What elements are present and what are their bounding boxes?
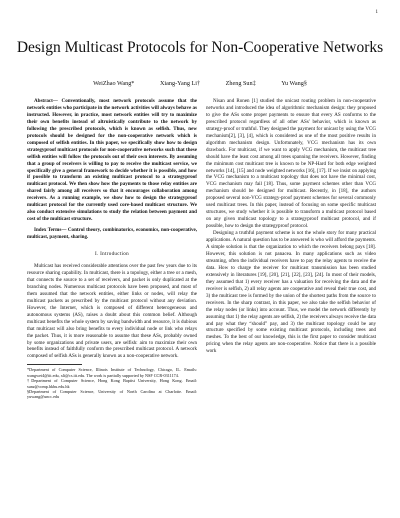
intro-paragraph: Multicast has received considerable attentions over the past few years due to its resource sharing capability. In multicast, there is a topology, either a tree or a mesh, that connects the source to a set of receivers, and packet is only duplicated at the branching nodes. Numerous multicast protocols have been proposed, and most of them assumed that the network entities, either links or nodes, will relay the multicast packets as prescribed by the multicast protocol without any deviation. However, the Internet, which is composed of different heterogeneous and autonomous systems (AS), raises a doubt about this common belief. Although multicast benefits the whole system by saving bandwidth and resource, it is dubious that multicast will also bring benefits to every individual node or link who relays the packet. Thus, it is more reasonable to assume that these ASs, probably owned by some organizations and private users, are selfish: aim to maximize their own benefits instead of faithfully conform the prescribed multicast protocol. A network composed of selfish ASs is generally known as a non-cooperative network. — [27, 263, 197, 360]
author-2: Xiang-Yang Li† — [159, 80, 201, 87]
left-column — [27, 98, 197, 400]
abstract: Abstract— Conventionally, most network protocols assume that the network entities who participate in the network activities will always behave as instructed. However, in practice, most network entities will try to maximize their own benefits instead of altruistically contribute to the network by following the prescribed protocols, which is known as selfish. Thus, new protocols should be designed for the non-cooperative network which is composed of selfish entities. In this paper, we specifically show how to design strategyproof multicast protocols for non-cooperative networks such that these selfish entities will follow the protocols out of their own interests. By assuming that a group of receivers is willing to pay to receive the multicast service, we specifically give a general framework to decide whether it is possible, and how if possible to transform an existing multicast protocol to a strategyproof multicast protocol. We then show how the payments to those relay entities are shared fairly among all receivers so that it encourages collaboration among receivers. As a running example, we show how to design the strategyproof multicast protocol for the currently used core-based multicast structure. We also conduct extensive simulations to study the relation between payment and cost of the multicast structure. — [27, 98, 197, 223]
footnote-1: *Department of Computer Science, Illinois Institute of Technology, Chicago, IL. Emails: wangwei4@iit.edu, xli@cs.iit.edu. The work is partially supported by NSF CCR-0311174. — [27, 367, 197, 378]
author-4: Yu Wang§ — [281, 80, 307, 87]
footnote-rule — [27, 364, 82, 365]
author-list — [0, 80, 400, 87]
author-3: Zheng Sun‡ — [225, 80, 256, 87]
index-terms: Index Terms— Control theory, combinatorics, economics, non-cooperative, multicast, payment, sharing. — [27, 227, 197, 241]
footnote-3: §Department of Computer Science, University of North Carolina at Charlotte. Email: yuwang@uncc.edu — [27, 388, 197, 400]
right-column — [206, 98, 376, 355]
page-number: 1 — [375, 10, 378, 15]
right-paragraph-2: Designing a truthful payment scheme is not the whole story for many practical applications. A natural question has to be answered is who will afford the payments. A simple solution is that the organization to which the receivers belong pays [18]. However, this solution is not panacea. In many applications such as video streaming, often the individual receivers have to pay the relay agents to receive the data. How to charge the receiver for multicast transmission has been studied extensively in literatures [19], [20], [21], [22], [23], [24]. In most of their models, they assumed that 1) every receiver has a valuation for receiving the data and the receiver is selfish, 2) all relay agents are cooperative and reveal their true cost, and 3) the multicast tree is formed by the union of the shortest paths from the source to receivers. In the sharp contrast, in this paper, we also take the selfish behavior of the relay nodes (or links) into account. Thus, we model the network differently by assuming that 1) the relay agents are selfish, 2) the receivers always receive the data and pay what they “should” pay, and 3) the multicast topology could be any structure specified by some existing multicast protocols, including trees and meshes. To the best of our knowledge, this is the first paper to consider multicast pricing when the relay agents are non-cooperative. Notice that there is a possible work — [206, 230, 376, 355]
section-heading: I. Introduction — [95, 251, 129, 258]
footnote-2: †Department of Computer Science, Hong Kong Baptist University, Hong Kong. Email: sunz@comp.hkbu.edu.hk — [27, 378, 197, 389]
author-1: WeiZhao Wang* — [93, 80, 135, 87]
right-paragraph-1: Nisan and Ronen [1] studied the unicast routing problem in non-cooperative networks and introduced the idea of algorithmic mechanism design: they proposed to give the ASs some proper payments to ensure that every AS conforms to the prescribed protocol regardless of all other ASs' behavior, which is known as strategy-proof or truthful. They designed the payment for unicast by using the VCG mechanism[2], [3], [4], which is considered as one of the most positive results in algorithm mechanism design. Unfortunately, VCG mechanism has its own drawback. For multicast, if we want to apply VCG mechanism, the multicast tree should have the least cost among all trees spanning the receivers. However, finding the minimum cost multicast tree is known to be NP-Hard for both edge weighted networks [14], [15] and node weighted networks [16], [17]. If we insist on applying the VCG mechanism to a multicast topology that does not have the minimal cost, VCG mechanism may fail [18]. Thus, some payment schemes other than VCG mechanism should be designed for multicast. Recently, in [18], the authors proposed several non-VCG strategy-proof payment schemes for several commonly used multicast trees. In this paper, instead of focusing on some specific multicast structures, we study whether it is possible to transform a multicast protocol based on any given multicast topology to a strategyproof multicast protocol, and if possible, how to design the strategyproof protocol. — [206, 98, 376, 230]
paper-title: Design Multicast Protocols for Non-Cooperative Networks — [16, 39, 384, 56]
